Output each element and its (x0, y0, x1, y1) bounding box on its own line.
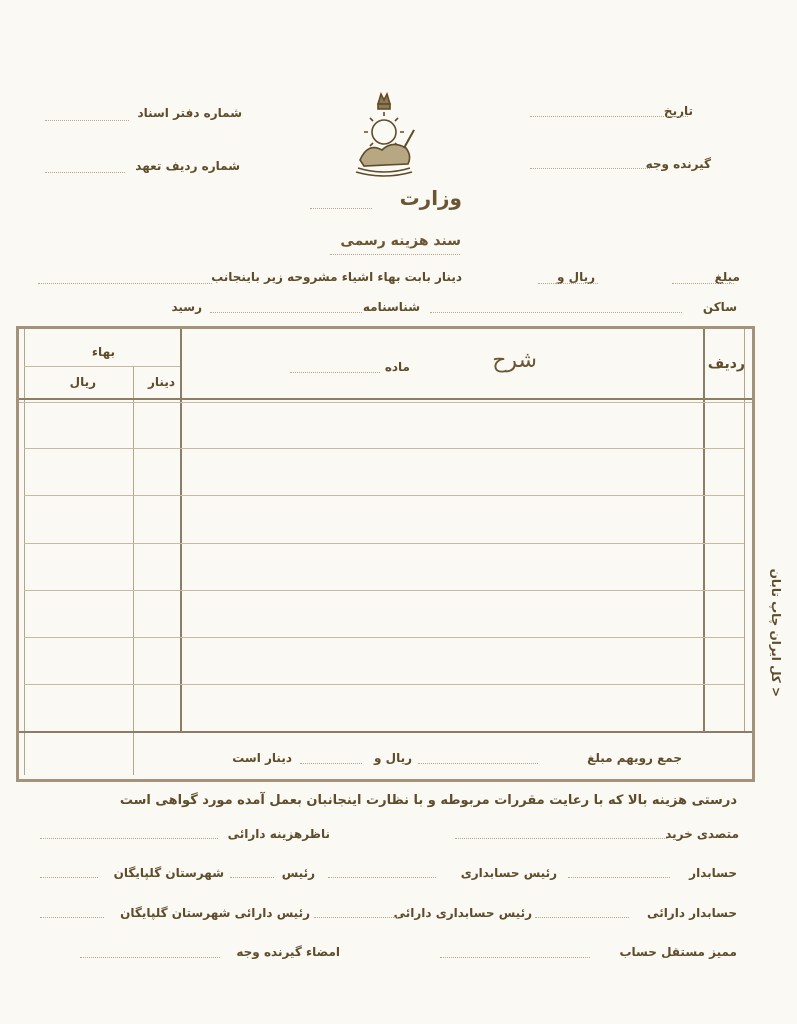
payee-signature[interactable] (80, 957, 220, 958)
total-dinar-label: دینار است (232, 751, 292, 765)
payee-label: گیرنده وجه (645, 157, 711, 171)
payee-signature-label: امضاء گیرنده وجه (236, 945, 340, 959)
head-finance-accounting-label: رئیس حسابداری دارائی (393, 906, 532, 920)
received-label: رسید (171, 300, 202, 314)
doc-archive-number-field[interactable] (45, 120, 129, 121)
table-header-divider (19, 398, 752, 400)
amount-rial-field[interactable] (672, 283, 734, 284)
printer-credit: < کل ایران چاپ تابان (769, 568, 783, 697)
commitment-row-number-field[interactable] (45, 172, 125, 173)
table-header-article: ماده (384, 360, 410, 374)
total-dinar-field[interactable] (300, 763, 362, 764)
commitment-row-number-label: شماره ردیف تعهد (135, 159, 240, 173)
purchase-officer-label: متصدی خرید (665, 827, 739, 841)
head-accounting-signature[interactable] (328, 877, 436, 878)
id-card-field[interactable] (210, 312, 362, 313)
city-signature[interactable] (40, 877, 98, 878)
recipient-name-field[interactable] (38, 283, 212, 284)
table-header-rial: ریال (69, 375, 96, 389)
table-divider (703, 329, 705, 731)
amount-label: مبلغ (714, 270, 740, 284)
table-header-dinar: دینار (148, 375, 175, 389)
doc-archive-number-label: شماره دفتر اسناد (137, 106, 242, 120)
table-header-row: ردیف (707, 356, 745, 372)
finance-accountant-label: حسابدار دارائی (647, 906, 737, 920)
expense-items-table (16, 326, 755, 782)
head-finance-city-signature[interactable] (40, 917, 104, 918)
total-label: جمع رویهم مبلغ (587, 751, 682, 765)
date-field[interactable] (530, 116, 688, 117)
table-row[interactable] (24, 684, 744, 685)
table-divider (133, 366, 134, 775)
independent-auditor-label: ممیز مستقل حساب (619, 945, 737, 959)
amount-purpose-text: دینار بابت بهاء اشیاء مشروحه زیر باینجانب (211, 270, 462, 284)
purchase-officer-signature[interactable] (455, 838, 667, 839)
table-divider (24, 366, 180, 367)
city-label: شهرستان گلپایگان (113, 866, 224, 880)
expense-supervisor-label: ناظرهزینه دارائی (227, 827, 330, 841)
total-rial-label: ریال و (374, 751, 412, 765)
head-accounting-label: رئیس حسابداری (460, 866, 557, 880)
lion-and-sun-emblem-icon (348, 90, 420, 182)
table-header-description: شرح (492, 348, 537, 373)
table-divider (744, 329, 745, 731)
certification-statement: درستی هزینه بالا که با رعایت مقررات مربوطه و با نظارت اینجانبان بعمل آمده مورد گواهی است (119, 793, 737, 808)
amount-dinar-field[interactable] (538, 283, 598, 284)
table-row[interactable] (24, 495, 744, 496)
id-card-label: شناسنامه (362, 300, 420, 314)
table-total-divider (19, 731, 752, 733)
table-row[interactable] (24, 543, 744, 544)
total-rial-field[interactable] (418, 763, 538, 764)
table-row[interactable] (24, 448, 744, 449)
accountant-label: حسابدار (689, 866, 737, 880)
table-header-price: بهاء (91, 345, 115, 359)
article-field[interactable] (290, 372, 380, 373)
payee-field[interactable] (530, 168, 650, 169)
title-underline (330, 254, 460, 255)
date-label: تاریخ (663, 104, 693, 118)
ministry-name-field[interactable] (310, 208, 372, 209)
accountant-signature[interactable] (568, 877, 670, 878)
expense-supervisor-signature[interactable] (40, 838, 218, 839)
table-divider (180, 329, 182, 731)
ministry-label: وزارت (399, 186, 462, 210)
amount-rial-label: ریال و (557, 270, 595, 284)
head-finance-city-label: رئیس دارائی شهرستان گلپایگان (120, 906, 310, 920)
resident-label: ساکن (702, 300, 737, 314)
head-signature[interactable] (230, 877, 274, 878)
document-title: سند هزینه رسمی (340, 233, 461, 249)
table-row[interactable] (24, 637, 744, 638)
head-finance-accounting-signature[interactable] (314, 917, 398, 918)
table-divider (24, 329, 25, 775)
finance-accountant-signature[interactable] (535, 917, 629, 918)
table-divider (19, 402, 752, 403)
resident-field[interactable] (430, 312, 682, 313)
independent-auditor-signature[interactable] (440, 957, 590, 958)
table-row[interactable] (24, 590, 744, 591)
head-label: رئیس (281, 866, 315, 880)
